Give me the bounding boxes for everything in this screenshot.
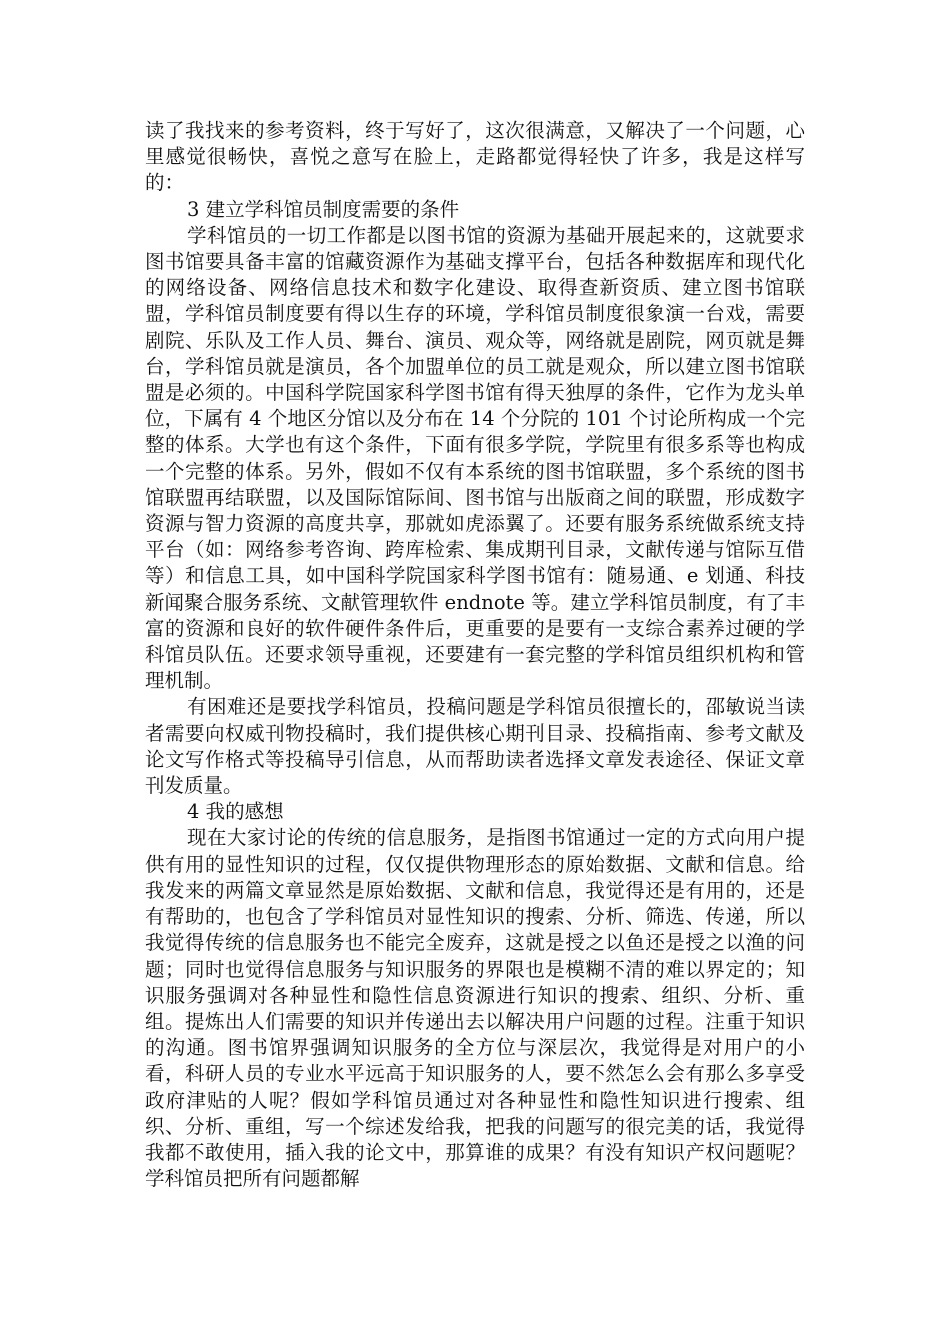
paragraph-thoughts: 现在大家讨论的传统的信息服务，是指图书馆通过一定的方式向用户提供有用的显性知识的过程，仅仅提供物理形态的原始数据、文献和信息。给我发来的两篇文章显然是原始数据、文献和信息，我觉得还是有用的，还是有帮助的，也包含了学科馆员对显性知识的搜索、分析、筛选、传递，所以我觉得传统的信息服务也不能完全废弃，这就是授之以鱼还是授之以渔的问题；同时也觉得信息服务与知识服务的界限也是模糊不清的难以界定的；知识服务强调对各种显性和隐性信息资源进行知识的搜索、组织、分析、重组。提炼出人们需要的知识并传递出去以解决用户问题的过程。注重于知识的沟通。图书馆界强调知识服务的全方位与深层次，我觉得是对用户的小看，科研人员的专业水平远高于知识服务的人，要不然怎么会有那么多享受政府津贴的人呢？假如学科馆员通过对各种显性和隐性知识进行搜索、组织、分析、重组，写一个综述发给我，把我的问题写的很完美的话，我觉得我都不敢使用，插入我的论文中，那算谁的成果？有没有知识产权问题呢？学科馆员把所有问题都解 [145,826,805,1191]
document-body [145,118,805,1192]
paragraph-intro: 读了我找来的参考资料，终于写好了，这次很满意，又解决了一个问题，心里感觉很畅快，喜悦之意写在脸上，走路都觉得轻快了许多，我是这样写的： [145,119,805,195]
paragraph-conditions: 学科馆员的一切工作都是以图书馆的资源为基础开展起来的，这就要求图书馆要具备丰富的馆藏资源作为基础支撑平台，包括各种数据库和现代化的网络设备、网络信息技术和数字化建设、取得查新资质、建立图书馆联盟，学科馆员制度要有得以生存的环境，学科馆员制度很象演一台戏，需要剧院、乐队及工作人员、舞台、演员、观众等，网络就是剧院，网页就是舞台，学科馆员就是演员，各个加盟单位的员工就是观众，所以建立图书馆联盟是必须的。中国科学院国家科学图书馆有得天独厚的条件，它作为龙头单位，下属有 4 个地区分馆以及分布在 14 个分院的 101 个讨论所构成一个完整的体系。大学也有这个条件，下面有很多学院，学院里有很多系等也构成一个完整的体系。另外，假如不仅有本系统的图书馆联盟，多个系统的图书馆联盟再结联盟，以及国际馆际间、图书馆与出版商之间的联盟，形成数字资源与智力资源的高度共享，那就如虎添翼了。还要有服务系统做系统支持平台（如：网络参考咨询、跨库检索、集成期刊目录，文献传递与馆际互借等）和信息工具，如中国科学院国家科学图书馆有：随易通、e 划通、科技新闻聚合服务系统、文献管理软件 endnote 等。建立学科馆员制度，有了丰富的资源和良好的软件硬件条件后，更重要的是要有一支综合素养过硬的学科馆员队伍。还要求领导重视，还要建有一套完整的学科馆员组织机构和管理机制。 [145,223,805,693]
section-heading-3: 3 建立学科馆员制度需要的条件 [187,197,460,221]
paragraph-submission-help: 有困难还是要找学科馆员，投稿问题是学科馆员很擅长的，邵敏说当读者需要向权威刊物投稿时，我们提供核心期刊目录、投稿指南、参考文献及论文写作格式等投稿导引信息，从而帮助读者选择文章发表途径、保证文章刊发质量。 [145,695,805,798]
section-heading-4: 4 我的感想 [187,800,284,824]
